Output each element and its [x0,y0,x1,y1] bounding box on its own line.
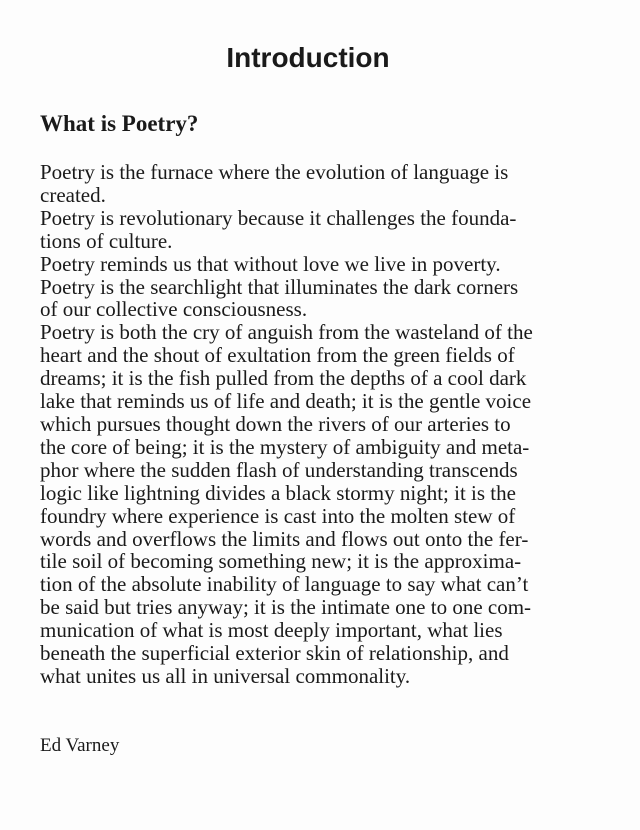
text-line: be said but tries anyway; it is the intimate one to one com- [40,595,532,620]
text-line: created. [40,182,106,207]
text-line: dreams; it is the fish pulled from the depths of a cool dark [40,366,527,391]
text-line: foundry where experience is cast into the molten stew of [40,503,516,528]
page-title: Introduction [226,42,390,73]
text-line: which pursues thought down the rivers of our arteries to [40,411,511,436]
text-line: lake that reminds us of life and death; it is the gentle voice [40,389,532,414]
body-paragraph [40,161,620,688]
text-line: the core of being; it is the mystery of ambiguity and meta- [40,434,530,459]
text-line: heart and the shout of exultation from the green fields of [40,343,515,368]
text-line: tion of the absolute inability of language to say what can’t [40,572,529,597]
text-line: logic like lightning divides a black stormy night; it is the [40,480,516,505]
text-line: what unites us all in universal commonality. [40,663,411,688]
text-line: words and overflows the limits and flows out onto the fer- [40,526,529,551]
author-signature: Ed Varney [40,735,120,756]
text-line: Poetry is the searchlight that illuminates the dark corners [40,274,519,299]
text-line: Poetry is revolutionary because it challenges the founda- [40,205,517,230]
text-line: Poetry is the furnace where the evolution of language is [40,160,509,184]
text-line: tions of culture. [40,228,173,253]
text-line: tile soil of becoming something new; it is the approxima- [40,549,522,574]
text-line: Poetry reminds us that without love we live in poverty. [40,251,501,276]
text-line: beneath the superficial exterior skin of relationship, and [40,641,509,666]
text-line: Poetry is both the cry of anguish from the wasteland of the [40,320,533,345]
section-heading: What is Poetry? [40,111,199,136]
text-line: phor where the sudden flash of understanding transcends [40,457,518,482]
text-line: munication of what is most deeply important, what lies [40,618,503,643]
text-line: of our collective consciousness. [40,297,308,322]
